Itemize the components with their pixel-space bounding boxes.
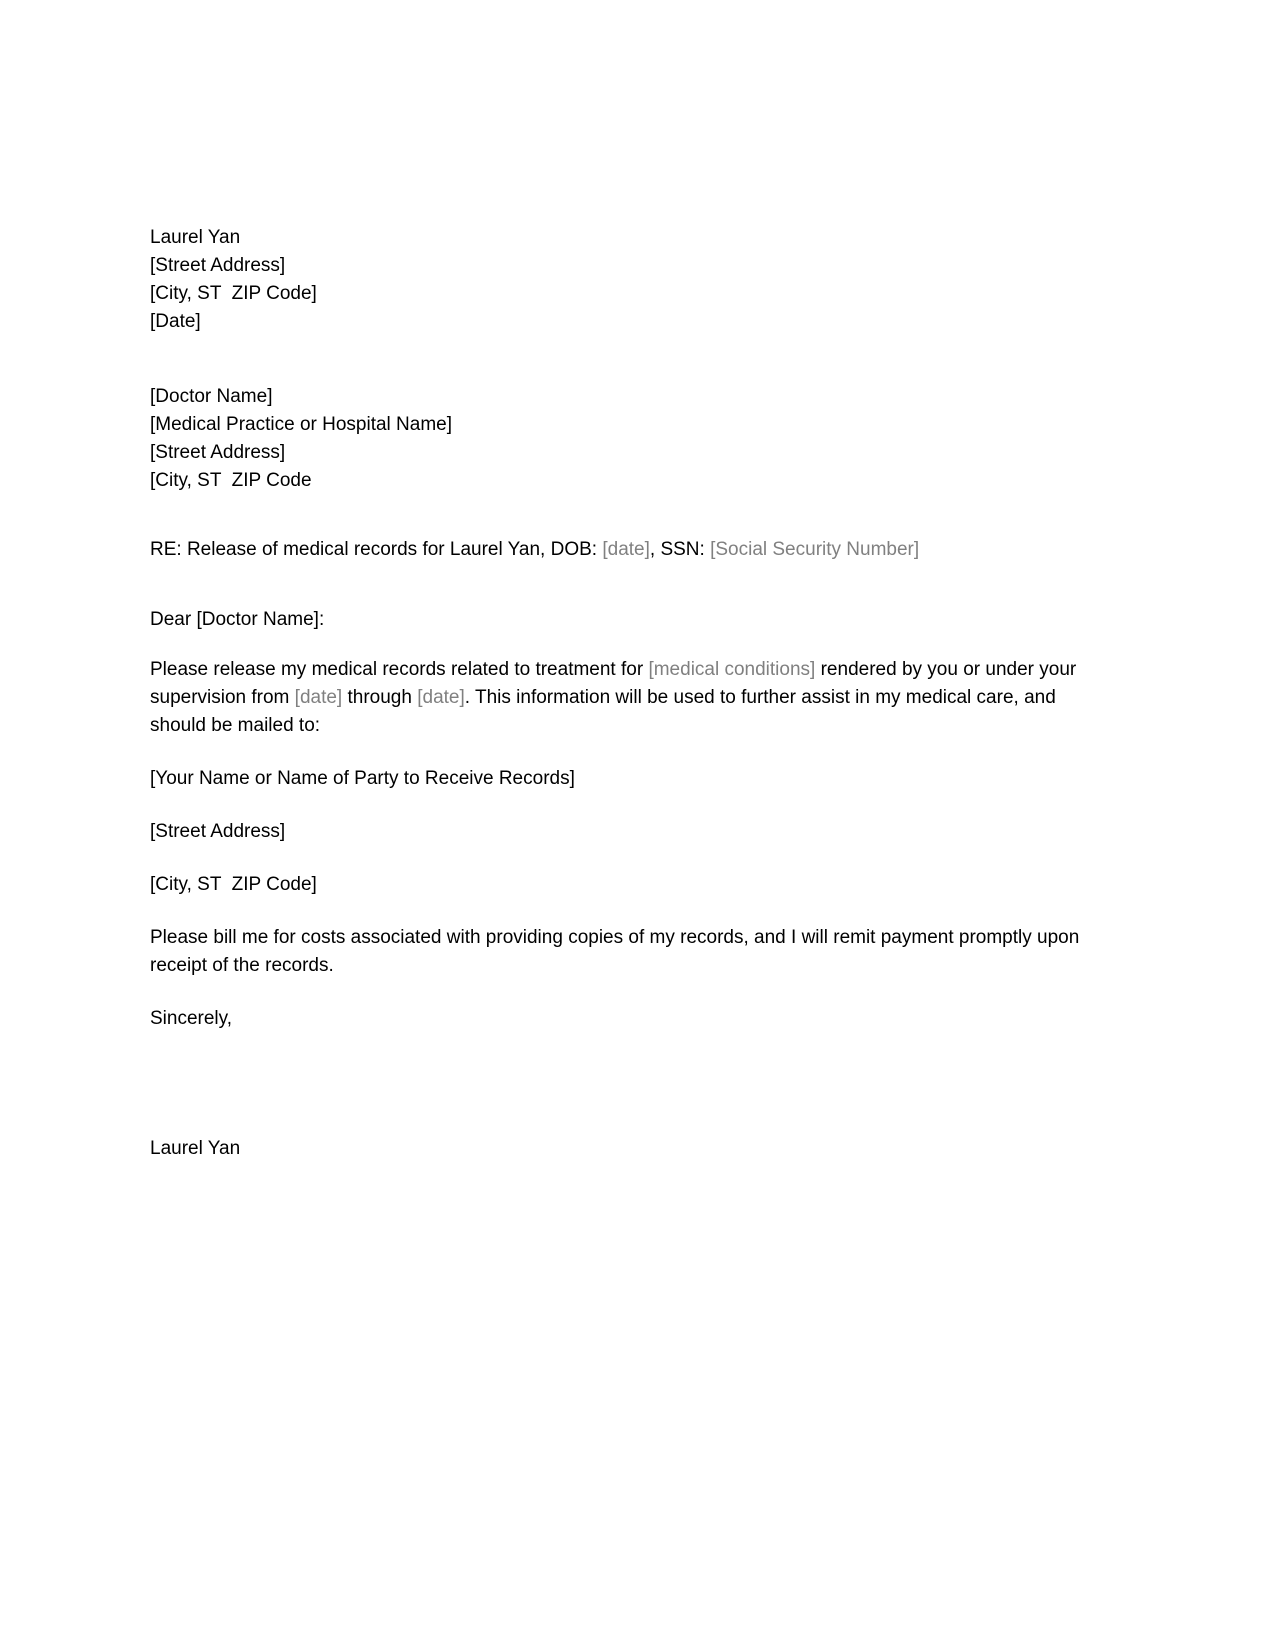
mail-to-street: [Street Address] — [150, 821, 286, 842]
mail-to-city: [City, ST ZIP Code] — [150, 874, 317, 895]
dob-placeholder: [date] — [602, 539, 650, 560]
closing: Sincerely, — [150, 1008, 233, 1029]
signature-name: Laurel Yan — [150, 1138, 241, 1159]
re-line — [150, 536, 1110, 564]
sender-street: [Street Address] — [150, 255, 286, 276]
body-part-3: through — [342, 687, 418, 708]
recipient-city: [City, ST ZIP Code — [150, 470, 312, 491]
from-date-placeholder: [date] — [294, 687, 343, 708]
body-part-1: Please release my medical records related to treatment for — [150, 659, 649, 680]
recipient-street: [Street Address] — [150, 442, 286, 463]
body-part-2: rendered by you or under your supervision from — [150, 659, 1077, 708]
ssn-placeholder: [Social Security Number] — [710, 539, 920, 560]
mail-to-name: [Your Name or Name of Party to Receive Records] — [150, 768, 575, 789]
body-part-4: . This information will be used to further assist in my medical care, and should be mailed to: — [150, 687, 1056, 736]
sender-date: [Date] — [150, 311, 201, 332]
recipient-block — [150, 383, 1110, 495]
sender-name: Laurel Yan — [150, 227, 241, 248]
salutation: Dear [Doctor Name]: — [150, 609, 325, 630]
billing-paragraph: Please bill me for costs associated with providing copies of my records, and I will remit payment promptly upon receipt of the records. — [150, 927, 1080, 976]
sender-city: [City, ST ZIP Code] — [150, 283, 317, 304]
letter-body — [150, 224, 1110, 1163]
sender-block — [150, 224, 1110, 336]
recipient-practice: [Medical Practice or Hospital Name] — [150, 414, 452, 435]
to-date-placeholder: [date] — [417, 687, 465, 708]
body-paragraph — [150, 656, 1110, 740]
re-prefix: RE: Release of medical records for Laurel Yan, DOB: — [150, 539, 603, 560]
ssn-label: , SSN: — [649, 539, 711, 560]
recipient-doctor: [Doctor Name] — [150, 386, 273, 407]
conditions-placeholder: [medical conditions] — [648, 659, 816, 680]
